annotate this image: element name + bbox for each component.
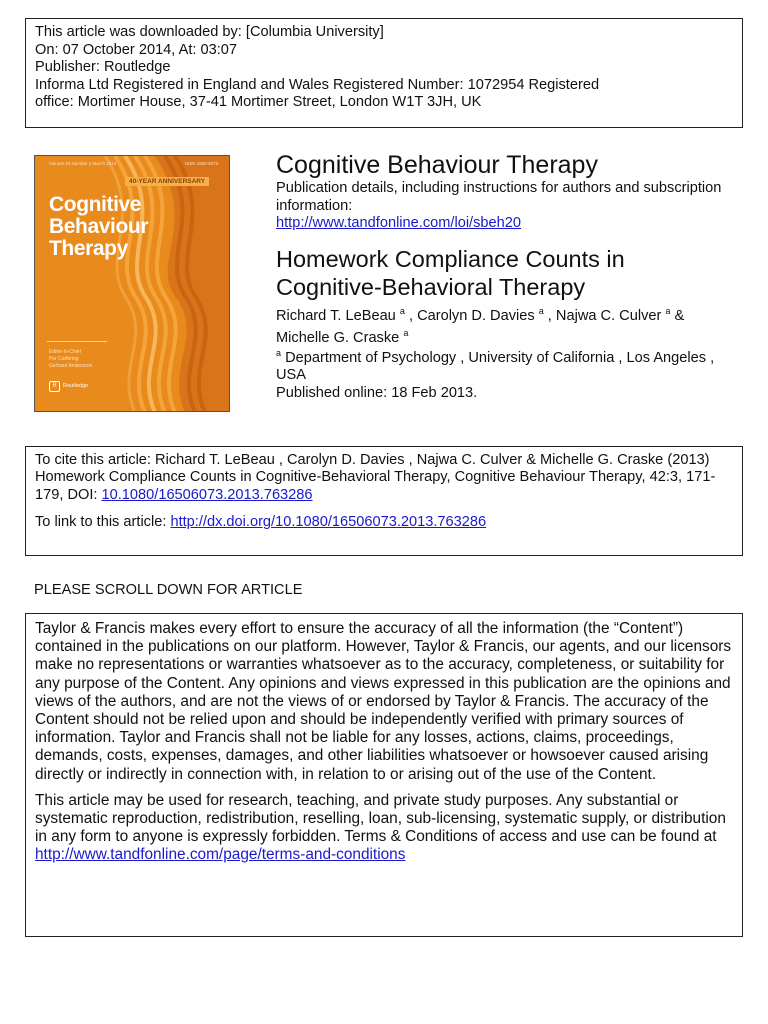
cover-issn: ISSN 1650-6073 bbox=[185, 161, 219, 166]
registration-line: Informa Ltd Registered in England and Wales Registered Number: 1072954 Registered bbox=[35, 76, 600, 93]
cover-issue-line: Volume 43 Number 1 March 2014 bbox=[49, 161, 117, 166]
journal-url-link[interactable]: http://www.tandfonline.com/loi/sbeh20 bbox=[276, 215, 521, 232]
office-line: office: Mortimer House, 37-41 Mortimer Street, London W1T 3JH, UK bbox=[35, 94, 482, 111]
journal-cover-image bbox=[34, 155, 230, 412]
cover-title-text: Cognitive Behaviour Therapy bbox=[49, 193, 149, 260]
cover-anniversary-badge: 40-YEAR ANNIVERSARY bbox=[125, 177, 209, 186]
article-doi-url-link[interactable]: http://dx.doi.org/10.1080/16506073.2013.763286 bbox=[170, 514, 487, 531]
disclaimer-box bbox=[25, 613, 743, 937]
author-separator: & bbox=[670, 307, 685, 324]
published-online-date: Published online: 18 Feb 2013. bbox=[276, 384, 478, 401]
author-name: Michelle G. Craske bbox=[276, 329, 400, 346]
author-affiliation-marker: a bbox=[538, 305, 544, 316]
author-name: Carolyn D. Davies bbox=[417, 307, 535, 324]
author-name: Richard T. LeBeau bbox=[276, 307, 396, 324]
terms-and-conditions-link[interactable]: http://www.tandfonline.com/page/terms-and-conditions bbox=[35, 846, 406, 864]
affiliation-marker: a bbox=[276, 347, 282, 358]
citation-body: To cite this article: Richard T. LeBeau , Carolyn D. Davies , Najwa C. Culver & Michelle G. Craske (2013) Homework Compliance Counts in Cognitive-Behavioral Therapy, Cognitive Behaviour Therapy, 42:3, 171-179, DOI: bbox=[35, 452, 716, 503]
cover-title bbox=[49, 194, 148, 260]
author-affiliation-marker: a bbox=[665, 305, 671, 316]
author-list bbox=[276, 305, 736, 349]
journal-title: Cognitive Behaviour Therapy bbox=[276, 151, 598, 179]
download-date-line: On: 07 October 2014, At: 03:07 bbox=[35, 41, 238, 58]
routledge-logo-icon: R bbox=[49, 381, 60, 392]
author-separator: , bbox=[543, 307, 556, 324]
journal-info bbox=[276, 150, 736, 403]
author-affiliation-marker: a bbox=[399, 305, 405, 316]
article-link-line bbox=[35, 514, 733, 531]
author-affiliation-marker: a bbox=[403, 327, 409, 338]
download-info-box bbox=[25, 18, 743, 128]
citation-box bbox=[25, 446, 743, 556]
usage-terms-text: This article may be used for research, teaching, and private study purposes. Any substantial or systematic reproduction, redistribution, reselling, loan, sub-licensing, systematic supply, or distribution in any form to anyone is expressly forbidden. Terms & Conditions of access and use can be found at bbox=[35, 791, 726, 846]
doi-link[interactable]: 10.1080/16506073.2013.763286 bbox=[101, 486, 313, 503]
author-separator: , bbox=[404, 307, 418, 324]
citation-text bbox=[35, 452, 733, 504]
publisher-line: Publisher: Routledge bbox=[35, 59, 171, 76]
affiliation bbox=[276, 347, 736, 385]
publication-details: Publication details, including instructions for authors and subscription information: bbox=[276, 180, 722, 214]
downloaded-by-line: This article was downloaded by: [Columbia University] bbox=[35, 24, 384, 40]
cover-editors: Editor-in-Chief Per Carlbring Gerhard Andersson bbox=[49, 349, 93, 369]
affiliation-text: Department of Psychology , University of California , Los Angeles , USA bbox=[276, 349, 715, 384]
author-name: Najwa C. Culver bbox=[555, 307, 662, 324]
scroll-down-notice: PLEASE SCROLL DOWN FOR ARTICLE bbox=[34, 582, 303, 598]
disclaimer-paragraph: Taylor & Francis makes every effort to ensure the accuracy of all the information (the “Content”) contained in the publications on our platform. However, Taylor & Francis, our agents, and our licensors make no representations or warranties whatsoever as to the accuracy, completeness, or suitability for any purpose of the Content. Any opinions and views expressed in this publication are the opinions and views of the authors, and are not the views of or endorsed by Taylor & Francis. The accuracy of the Content should not be relied upon and should be independently verified with primary sources of information. Taylor and Francis shall not be liable for any losses, actions, claims, proceedings, demands, costs, expenses, damages, and other liabilities whatsoever or howsoever caused arising directly or indirectly in connection with, in relation to or arising out of the use of the Content. bbox=[35, 620, 732, 783]
usage-terms-paragraph bbox=[35, 792, 733, 865]
article-title: Homework Compliance Counts in Cognitive-Behavioral Therapy bbox=[276, 245, 625, 300]
cover-publisher-logo bbox=[49, 381, 88, 392]
cover-publisher-name: Routledge bbox=[63, 383, 89, 389]
article-link-label: To link to this article: bbox=[35, 514, 171, 531]
